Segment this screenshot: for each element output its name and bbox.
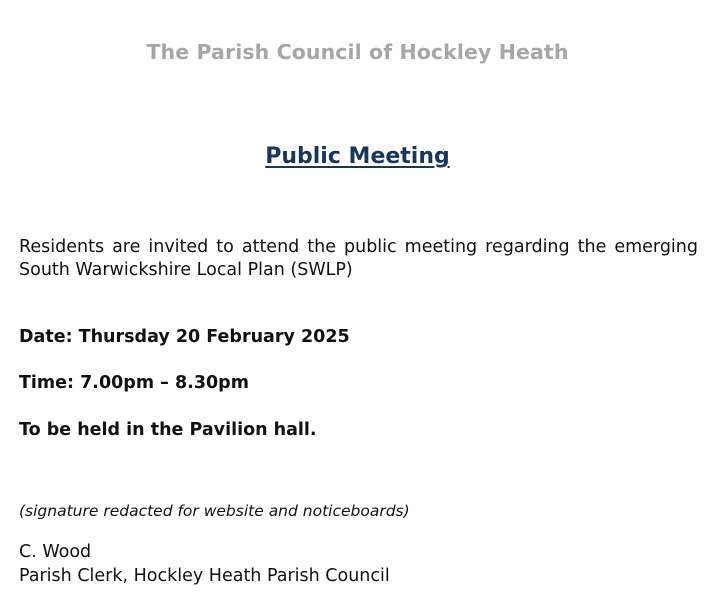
signatory-name: C. Wood (19, 542, 92, 562)
invitation-paragraph: Residents are invited to attend the public meeting regarding the emerging South Warwickshire Local Plan (SWLP) (19, 237, 698, 280)
signature-redacted-note: (signature redacted for website and noticeboards) (19, 502, 410, 520)
signatory-role: Parish Clerk, Hockley Heath Parish Council (19, 566, 390, 586)
meeting-date: Date: Thursday 20 February 2025 (19, 327, 350, 347)
page-title: Public Meeting (265, 144, 450, 169)
organisation-title: The Parish Council of Hockley Heath (146, 40, 569, 64)
meeting-time: Time: 7.00pm – 8.30pm (19, 373, 249, 393)
meeting-venue: To be held in the Pavilion hall. (19, 420, 317, 440)
